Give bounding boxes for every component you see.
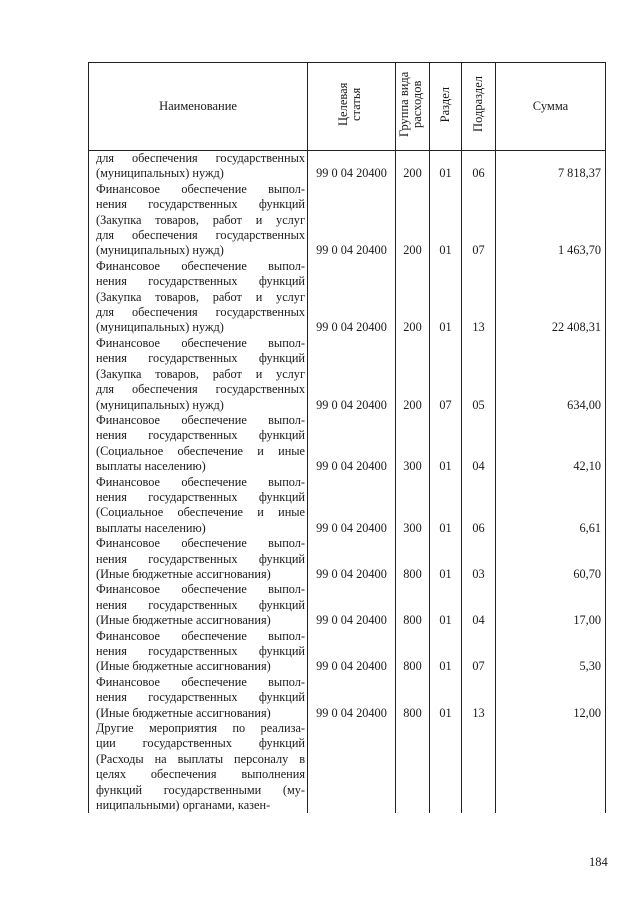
row-group: 800	[396, 629, 430, 675]
table-header	[89, 63, 606, 151]
row-article: 99 0 04 20400	[308, 151, 396, 182]
row-article: 99 0 04 20400	[308, 629, 396, 675]
row-name-line: нения государственных функций	[96, 644, 305, 658]
row-section: 01	[430, 413, 462, 475]
row-name	[89, 151, 308, 182]
row-section: 01	[430, 629, 462, 675]
row-name-line: Финансовое обеспечение выпол-	[96, 258, 305, 273]
row-name-line: (Закупка товаров, работ и услуг	[96, 366, 305, 381]
table-row	[89, 475, 606, 537]
table-body	[89, 151, 606, 814]
row-name	[89, 629, 308, 675]
row-name	[89, 582, 308, 628]
row-group: 800	[396, 582, 430, 628]
row-name-line: нения государственных функций	[96, 274, 305, 289]
row-subsection: 06	[462, 151, 496, 182]
header-subsection: Подраздел	[462, 63, 496, 151]
budget-table	[88, 62, 606, 813]
header-article: Целевая статья	[308, 63, 396, 151]
table-row	[89, 721, 606, 813]
row-section: 01	[430, 182, 462, 259]
row-subsection: 03	[462, 536, 496, 582]
row-name	[89, 336, 308, 413]
row-sum	[496, 721, 606, 813]
row-sum: 634,00	[496, 336, 606, 413]
row-article: 99 0 04 20400	[308, 536, 396, 582]
row-section: 01	[430, 536, 462, 582]
row-subsection: 04	[462, 582, 496, 628]
row-article: 99 0 04 20400	[308, 675, 396, 721]
table-row	[89, 582, 606, 628]
row-name-line: функций государственными (му-	[96, 782, 305, 797]
row-sum: 17,00	[496, 582, 606, 628]
row-sum: 6,61	[496, 475, 606, 537]
row-article: 99 0 04 20400	[308, 182, 396, 259]
table-row	[89, 151, 606, 182]
row-name-line: для обеспечения государственных	[96, 151, 305, 165]
row-article: 99 0 04 20400	[308, 475, 396, 537]
row-name-line: Финансовое обеспечение выпол-	[96, 674, 305, 689]
row-group: 800	[396, 536, 430, 582]
row-name-line: (Закупка товаров, работ и услуг	[96, 289, 305, 304]
table-row	[89, 182, 606, 259]
row-group: 800	[396, 675, 430, 721]
row-name-line: Финансовое обеспечение выпол-	[96, 582, 305, 597]
row-name-line: (муниципальных) нужд)	[96, 320, 224, 335]
row-name-line: (Расходы на выплаты персоналу в	[96, 751, 305, 766]
table-row	[89, 536, 606, 582]
row-subsection: 13	[462, 259, 496, 336]
row-name	[89, 182, 308, 259]
row-name-line: (муниципальных) нужд)	[96, 397, 224, 412]
page-number: 184	[589, 855, 608, 869]
row-subsection: 06	[462, 475, 496, 537]
table-row	[89, 675, 606, 721]
row-name-line: нения государственных функций	[96, 489, 305, 504]
row-group: 200	[396, 182, 430, 259]
row-name-line: для обеспечения государственных	[96, 382, 305, 397]
row-section: 01	[430, 475, 462, 537]
row-name-line: целях обеспечения выполнения	[96, 767, 305, 782]
row-name-line: Финансовое обеспечение выпол-	[96, 181, 305, 196]
row-group: 200	[396, 336, 430, 413]
row-name	[89, 259, 308, 336]
row-section: 01	[430, 151, 462, 182]
row-name-line: для обеспечения государственных	[96, 305, 305, 320]
row-name-line: (Иные бюджетные ассигнования)	[96, 659, 271, 674]
row-name-line: нения государственных функций	[96, 597, 305, 612]
row-section: 01	[430, 259, 462, 336]
row-subsection: 07	[462, 629, 496, 675]
table-row	[89, 413, 606, 475]
row-name-line: ции государственных функций	[96, 736, 305, 751]
row-article	[308, 721, 396, 813]
row-sum: 12,00	[496, 675, 606, 721]
table-row	[89, 259, 606, 336]
row-name	[89, 413, 308, 475]
row-subsection	[462, 721, 496, 813]
row-name-line: (муниципальных) нужд)	[96, 243, 224, 258]
row-name-line: Финансовое обеспечение выпол-	[96, 474, 305, 489]
row-article: 99 0 04 20400	[308, 582, 396, 628]
row-name-line: Финансовое обеспечение выпол-	[96, 412, 305, 427]
row-name-line: нения государственных функций	[96, 428, 305, 443]
row-name-line: Другие мероприятия по реализа-	[96, 721, 305, 736]
row-sum: 42,10	[496, 413, 606, 475]
row-group: 300	[396, 413, 430, 475]
row-name	[89, 536, 308, 582]
row-name-line: (Закупка товаров, работ и услуг	[96, 212, 305, 227]
row-name-line: нения государственных функций	[96, 197, 305, 212]
row-subsection: 05	[462, 336, 496, 413]
row-section: 07	[430, 336, 462, 413]
header-group: Группа вида расходов	[396, 63, 430, 151]
row-name-line: нения государственных функций	[96, 551, 305, 566]
row-name-line: (муниципальных) нужд)	[96, 166, 224, 181]
row-sum: 7 818,37	[496, 151, 606, 182]
row-name-line: (Иные бюджетные ассигнования)	[96, 705, 271, 720]
row-section: 01	[430, 582, 462, 628]
row-group	[396, 721, 430, 813]
row-group: 300	[396, 475, 430, 537]
table-row	[89, 336, 606, 413]
header-sum: Сумма	[496, 63, 606, 151]
row-name	[89, 721, 308, 813]
row-name-line: (Иные бюджетные ассигнования)	[96, 613, 271, 628]
row-article: 99 0 04 20400	[308, 336, 396, 413]
row-name-line: (Социальное обеспечение и иные	[96, 443, 305, 458]
row-sum: 22 408,31	[496, 259, 606, 336]
table-row	[89, 629, 606, 675]
row-article: 99 0 04 20400	[308, 259, 396, 336]
row-sum: 60,70	[496, 536, 606, 582]
header-name: Наименование	[89, 63, 308, 151]
row-section: 01	[430, 675, 462, 721]
row-name-line: для обеспечения государственных	[96, 228, 305, 243]
row-name-line: ниципальными) органами, казен-	[96, 798, 271, 813]
row-name-line: выплаты населению)	[96, 520, 206, 535]
row-sum: 5,30	[496, 629, 606, 675]
row-name-line: Финансовое обеспечение выпол-	[96, 628, 305, 643]
row-article: 99 0 04 20400	[308, 413, 396, 475]
row-name-line: нения государственных функций	[96, 351, 305, 366]
row-name-line: (Социальное обеспечение и иные	[96, 505, 305, 520]
row-name-line: (Иные бюджетные ассигнования)	[96, 566, 271, 581]
row-subsection: 07	[462, 182, 496, 259]
row-name	[89, 675, 308, 721]
row-sum: 1 463,70	[496, 182, 606, 259]
row-name-line: Финансовое обеспечение выпол-	[96, 335, 305, 350]
row-name-line: Финансовое обеспечение выпол-	[96, 536, 305, 551]
row-name-line: выплаты населению)	[96, 459, 206, 474]
row-subsection: 04	[462, 413, 496, 475]
row-section	[430, 721, 462, 813]
header-section: Раздел	[430, 63, 462, 151]
row-name	[89, 475, 308, 537]
row-group: 200	[396, 151, 430, 182]
row-subsection: 13	[462, 675, 496, 721]
row-name-line: нения государственных функций	[96, 690, 305, 705]
row-group: 200	[396, 259, 430, 336]
